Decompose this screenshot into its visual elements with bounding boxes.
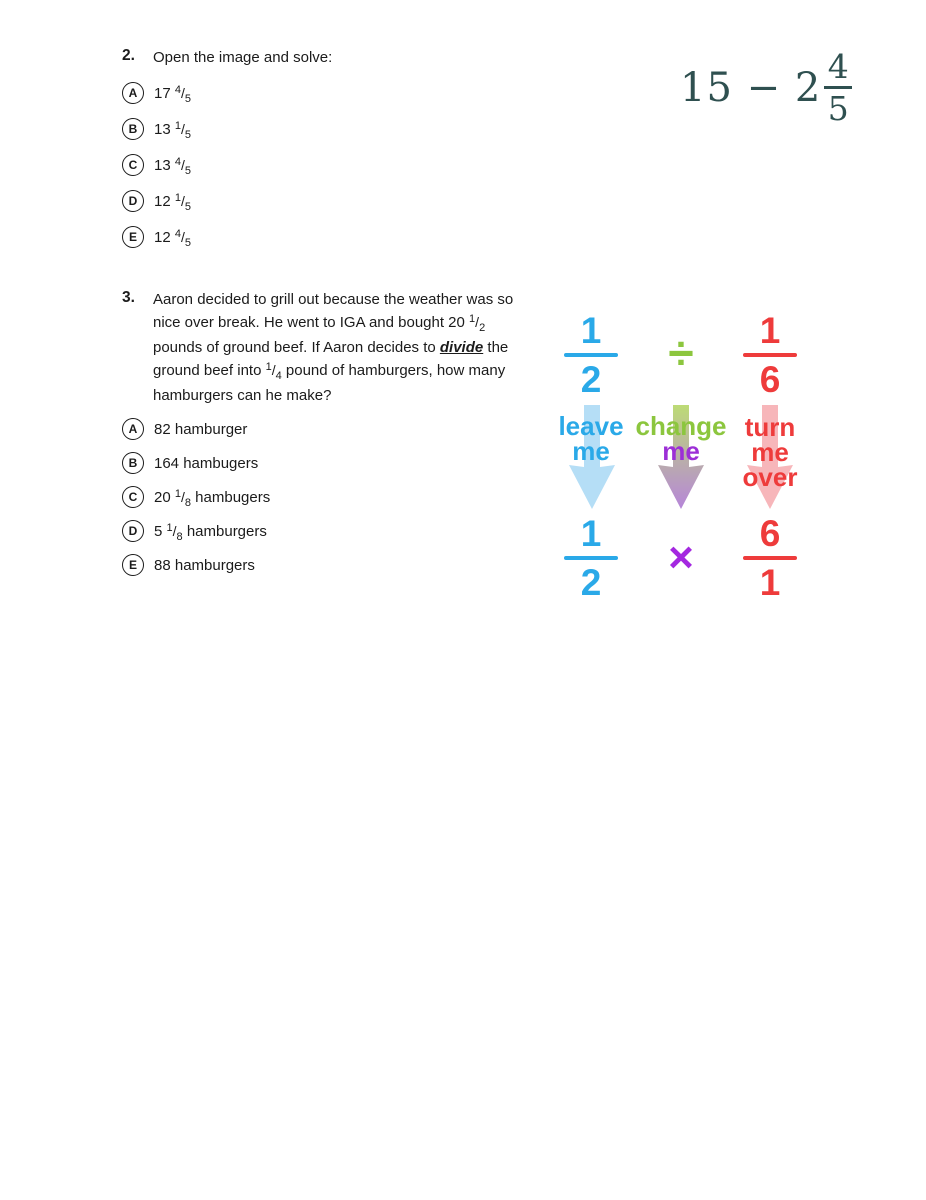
label-turn-me-over: turn me over: [742, 412, 798, 492]
question-2-options: [122, 81, 552, 249]
option-label: 17 $^4/_5$: [154, 83, 191, 105]
fraction-denominator: 5: [827, 89, 849, 128]
option-bubble-e[interactable]: E: [122, 554, 144, 576]
math-expression-image: [680, 47, 852, 128]
question-3-number: 3.: [122, 289, 135, 306]
option-row-a[interactable]: [122, 417, 562, 441]
label-leave-me: leave me: [558, 411, 624, 466]
option-bubble-a[interactable]: A: [122, 82, 144, 104]
fraction-bar: [743, 556, 797, 560]
option-label: 164 hambugers: [154, 454, 259, 472]
option-row-d[interactable]: [122, 519, 562, 543]
option-label: 13 $^4/_5$: [154, 155, 191, 177]
option-label: 13 $^1/_5$: [154, 119, 191, 141]
option-bubble-b[interactable]: B: [122, 118, 144, 140]
fraction-one-half-bottom: 1 2: [564, 515, 618, 601]
option-label: 12 $^4/_5$: [154, 227, 191, 249]
question-2: [122, 46, 552, 249]
option-bubble-d[interactable]: D: [122, 520, 144, 542]
multiply-sign: ×: [668, 533, 694, 582]
option-row-e[interactable]: [122, 225, 552, 249]
option-label: 12 $^1/_5$: [154, 191, 191, 213]
option-bubble-b[interactable]: B: [122, 452, 144, 474]
fraction-bar: [564, 556, 618, 560]
option-label: 20 $^1/_8$ hambugers: [154, 487, 271, 509]
expression-fraction: [824, 47, 852, 128]
option-row-c[interactable]: [122, 485, 562, 509]
option-row-a[interactable]: [122, 81, 552, 105]
expression-lead: 15 − 2: [680, 64, 822, 111]
question-2-number: 2.: [122, 47, 135, 64]
option-bubble-c[interactable]: C: [122, 486, 144, 508]
divide-sign: ÷: [668, 327, 694, 379]
question-3-prompt: Aaron decided to grill out because the weather was so nice over break. He went to IGA and bought 20 $^1/_2$ pounds of ground beef. If Aaron decides to divide the ground beef into $^1/_4$ pound of hamburgers, how many hamburgers can he make?: [153, 291, 514, 404]
option-row-c[interactable]: [122, 153, 552, 177]
option-row-e[interactable]: [122, 553, 562, 577]
fraction-one-sixth-top: 1 6: [743, 312, 797, 398]
question-3: [122, 288, 562, 577]
fraction-numerator: 4: [827, 47, 849, 86]
question-2-prompt: Open the image and solve:: [153, 49, 333, 66]
option-bubble-e[interactable]: E: [122, 226, 144, 248]
option-row-d[interactable]: [122, 189, 552, 213]
fraction-bar: [743, 353, 797, 357]
option-bubble-a[interactable]: A: [122, 418, 144, 440]
fraction-six-over-one-bottom: 6 1: [743, 515, 797, 601]
option-label: 5 $^1/_8$ hamburgers: [154, 521, 267, 543]
option-label: 88 hamburgers: [154, 556, 255, 574]
option-row-b[interactable]: [122, 451, 562, 475]
fraction-bar: [564, 353, 618, 357]
option-row-b[interactable]: [122, 117, 552, 141]
question-3-options: [122, 417, 562, 577]
fraction-division-illustration: [548, 306, 810, 606]
label-change-me: change me: [635, 411, 727, 466]
option-bubble-c[interactable]: C: [122, 154, 144, 176]
fraction-one-half-top: 1 2: [564, 312, 618, 398]
option-bubble-d[interactable]: D: [122, 190, 144, 212]
divide-emphasis: divide: [439, 339, 484, 356]
option-label: 82 hamburger: [154, 420, 248, 438]
